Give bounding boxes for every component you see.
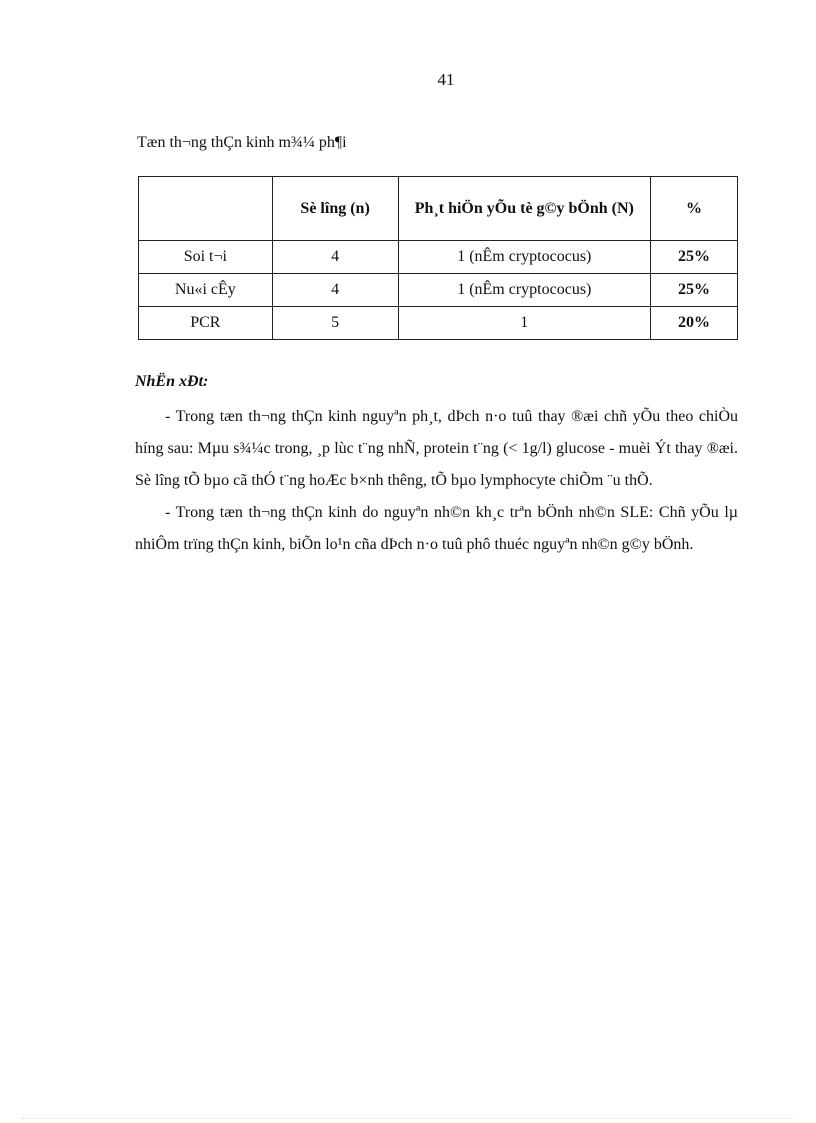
row-percent: 25% [651, 274, 738, 307]
table-header-row [139, 177, 738, 241]
row-count: 4 [272, 241, 398, 274]
table-row [139, 307, 738, 340]
row-count: 5 [272, 307, 398, 340]
header-cell-detection: Ph¸t hiÖn yÕu tè g©y bÖnh (N) [398, 177, 651, 241]
row-detection: 1 (nÊm cryptococus) [398, 274, 651, 307]
page-number: 41 [437, 70, 455, 89]
row-count: 4 [272, 274, 398, 307]
row-method: Nu«i cÊy [139, 274, 273, 307]
remarks-paragraph: - Trong tæn th¬ng thÇn kinh do nguyªn nh©n kh¸c trªn bÖnh nh©n SLE: Chñ yÕu lµ nhiÔm trïng thÇn kinh, biÕn lo¹n cña dÞch n·o tuû phô thuéc nguyªn nh©n g©y bÖnh. [135, 504, 738, 553]
table-caption: Tæn th¬ng thÇn kinh m¾¼ ph¶i [137, 134, 347, 151]
table-row [139, 241, 738, 274]
page-bottom-divider [22, 1118, 794, 1119]
table-row [139, 274, 738, 307]
header-cell-percent: % [651, 177, 738, 241]
remarks-body [135, 401, 738, 561]
row-detection: 1 [398, 307, 651, 340]
header-cell-blank [139, 177, 273, 241]
row-percent: 25% [651, 241, 738, 274]
row-method: PCR [139, 307, 273, 340]
row-percent: 20% [651, 307, 738, 340]
remarks-paragraph: - Trong tæn th¬ng thÇn kinh nguyªn ph¸t, dÞch n·o tuû thay ®æi chñ yÕu theo chiÒu híng sau: Mµu s¾¼c trong, ¸p lùc t¨ng nhÑ, protein t¨ng (< 1g/l) glucose - muèi Ýt thay ®æi. Sè lîng tÕ bµo cã thÓ t¨ng hoÆc b×nh thêng, tÕ bµo lymphocyte chiÕm ¨u thÕ. [135, 408, 738, 489]
row-detection: 1 (nÊm cryptococus) [398, 241, 651, 274]
remarks-heading: NhËn xÐt: [135, 373, 209, 390]
row-method: Soi t¬i [139, 241, 273, 274]
results-table [138, 176, 738, 340]
header-cell-count: Sè lîng (n) [272, 177, 398, 241]
